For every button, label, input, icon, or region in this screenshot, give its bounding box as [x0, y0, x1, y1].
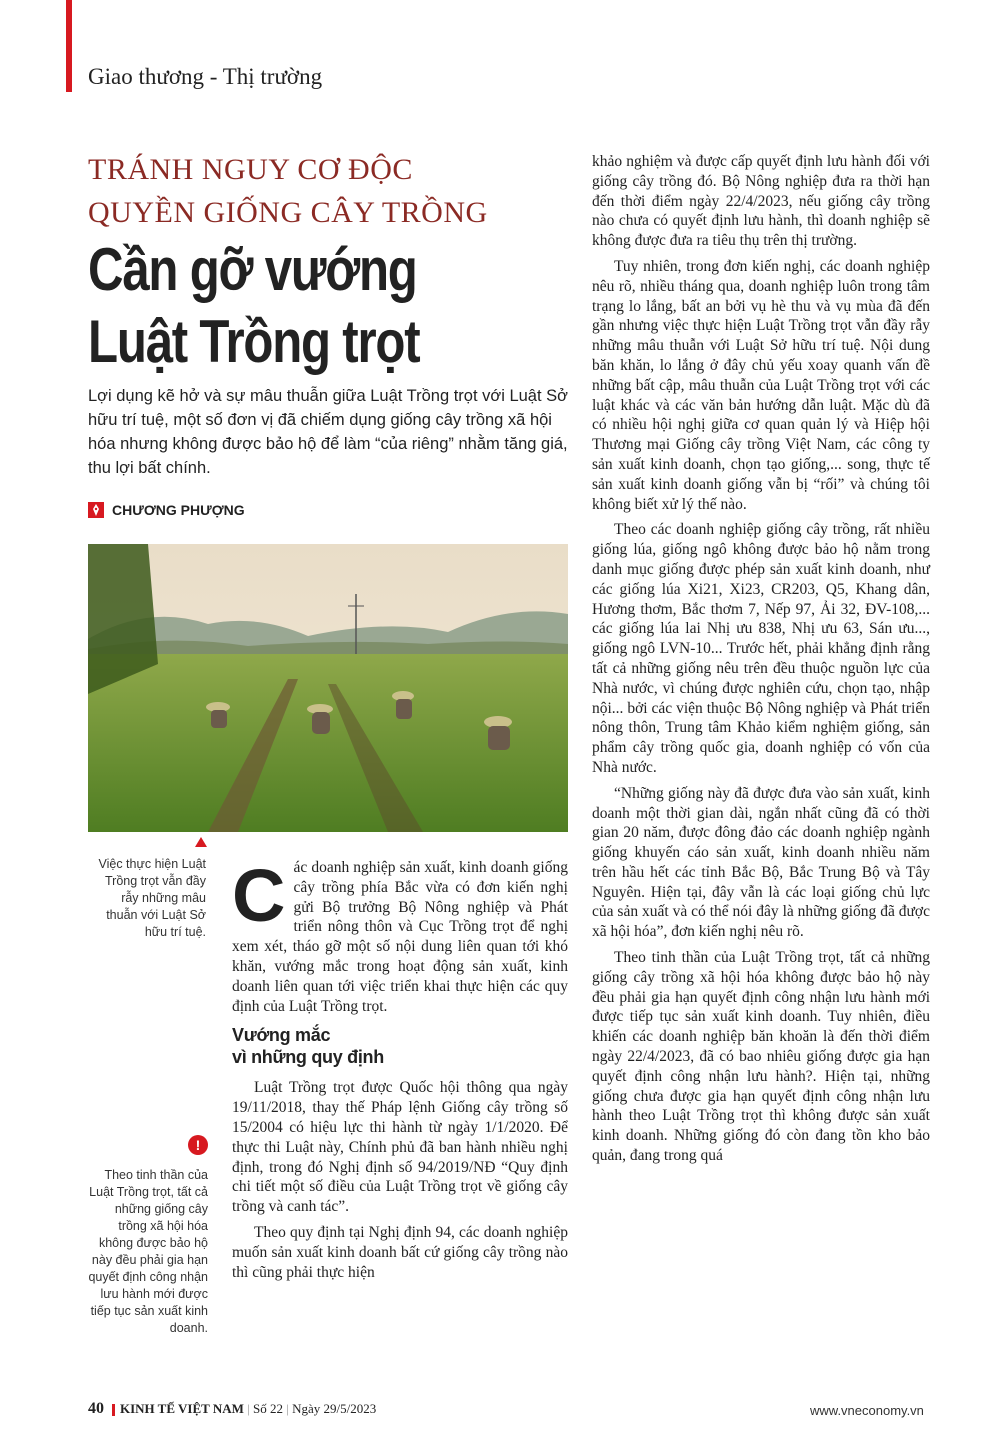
body-paragraph: khảo nghiệm và được cấp quyết định lưu hành đối với giống cây trồng đó. Bộ Nông nghiệp đưa ra thời hạn đến thời điểm ngày 22/4/2023, nếu giống cây trồng nào chưa có quyết định lưu hành, thì doanh nghiệp sẽ không được đưa ra tiêu thụ trên thị trường. — [592, 153, 930, 250]
subheading-line-2: vì những quy định — [232, 1047, 384, 1068]
subheading-line-1: Vướng mắc — [232, 1025, 331, 1046]
footer-publication: KINH TẾ VIỆT NAM | Số 22 | Ngày 29/5/2023 — [120, 1401, 377, 1416]
body-paragraph: Theo quy định tại Nghị định 94, các doanh nghiệp muốn sản xuất kinh doanh bất cứ giống cây trồng nào thì cũng phải thực hiện — [232, 1223, 568, 1281]
photo-caption: Việc thực hiện Luật Trồng trọt vẫn đầy rẫy những mâu thuẫn với Luật Sở hữu trí tuệ. — [98, 857, 206, 939]
drop-cap: C — [232, 854, 286, 937]
article-sapo: Lợi dụng kẽ hở và sự mâu thuẫn giữa Luật Trồng trọt với Luật Sở hữu trí tuệ, một số đơn vị đã chiếm dụng giống cây trồng xã hội hóa nhưng không được bảo hộ để làm “của riêng” nhằm tăng giá, thu lợi bất chính. — [88, 387, 568, 477]
article-column-1 — [232, 854, 568, 1282]
body-paragraph: Luật Trồng trọt được Quốc hội thông qua ngày 19/11/2018, thay thế Pháp lệnh Giống cây trồng số 15/2004 có hiệu lực thi hành từ ngày 1/1/2020. Để thực thi Luật này, Chính phủ đã ban hành nhiều nghị định, trong đó Nghị định số 94/2019/NĐ “Quy định chi tiết một số điều của Luật Trồng trọt về giống cây trồng và canh tác”. — [232, 1079, 568, 1216]
exclamation-icon: ! — [188, 1135, 208, 1155]
article-photo — [88, 544, 568, 832]
pen-icon — [88, 502, 104, 518]
author-name: CHƯƠNG PHƯỢNG — [112, 502, 245, 518]
issue-number: Số 22 — [253, 1401, 283, 1416]
body-paragraph: Theo các doanh nghiệp giống cây trồng, rất nhiều giống lúa, giống ngô không được bảo hộ nằm trong danh mục giống được phép sản xuất kinh doanh, như các giống lúa Xi21, Xi23, CR203, Q5, Khang dân, Hương thơm, Bắc thơm 7, Nếp 97, Ải 32, ĐV-108,... các giống lúa lai Nhị ưu 838, Nhị ưu 63, Sán ưu..., giống ngô LVN-10... Trước hết, phải khẳng định rằng tất cả những giống nêu trên đều thuộc nguồn lực của Nhà nước, vì chúng được nghiên cứu, chọn tạo, nhập nội... bởi các viện thuộc Bộ Nông nghiệp và Phát triển nông thôn, Trung tâm Khảo kiểm nghiệm giống, sản phẩm cây trồng quốc gia, doanh nghiệp có vốn của Nhà nước. — [592, 521, 930, 776]
website-link[interactable]: www.vneconomy.vn — [810, 1403, 924, 1418]
page-number: 40 — [88, 1400, 104, 1417]
body-paragraph: Tuy nhiên, trong đơn kiến nghị, các doanh nghiệp nêu rõ, nhiều tháng qua, doanh nghiệp luôn trong tâm trạng lo lắng, bất an bởi vụ hè thu và vụ mùa đã đến gần nhưng việc thực hiện Luật Trồng trọt vẫn đầy rẫy những mâu thuẫn với Luật Sở hữu trí tuệ. Nội dung băn khăn, lo lắng ở đây chủ yếu xoay quanh vấn đề những bất cập, mâu thuẫn của Luật Trồng trọt với các luật khác và các văn bản hướng dẫn luật. Mặc dù đã có nhiều hội nghị giữa cơ quan quản lý và Hiệp hội Thương mại Giống cây trồng Việt Nam, các công ty sản xuất kinh doanh, chọn tạo giống,... song, thực tế sản xuất kinh doanh giống vẫn bị “rối” và chúng tôi không biết xử lý thế nào. — [592, 257, 930, 513]
body-paragraph: Theo tinh thần của Luật Trồng trọt, tất cả những giống cây trồng xã hội hóa không được bảo hộ này đều phải gia hạn quyết định công nhận lưu hành mới được tiếp tục sản xuất kinh doanh. Tuy nhiên, điều khiến các doanh nghiệp băn khoăn là đến thời điểm ngày 22/4/2023, đã có bao nhiêu giống được gia hạn quyết định công nhận lưu hành?. Hiện tại, những giống chưa được gia hạn quyết định công nhận lưu hành theo Luật Trồng trọt thì không được sản xuất kinh doanh. Những giống đó còn đang tồn kho bảo quản, đang trong quá — [592, 949, 930, 1165]
article-kicker: TRÁNH NGUY CƠ ĐỘC QUYỀN GIỐNG CÂY TRỒNG — [88, 153, 488, 229]
sidebar-quote: Theo tinh thần của Luật Trồng trọt, tất cả những giống cây trồng xã hội hóa không được bảo hộ này đều phải gia hạn quyết định công nhận lưu hành mới được tiếp tục sản xuất kinh doanh. — [88, 1168, 208, 1335]
issue-date: Ngày 29/5/2023 — [292, 1401, 377, 1416]
body-paragraph: “Những giống này đã được đưa vào sản xuất, kinh doanh một thời gian dài, ngắn nhất cũng đã có thời gian 20 năm, được đông đảo các doanh nghiệp ngành giống khuyến cáo sản xuất, kinh doanh nhiều năm trên hầu hết các tỉnh Bắc Bộ, Bắc Trung Bộ và Tây Nguyên. Hiện tại, đây vẫn là các loại giống chủ lực của sản xuất và có thể nói đây là những giống đã được xã hội hóa”, đơn kiến nghị nêu rõ. — [592, 784, 930, 941]
lead-paragraph-text: ác doanh nghiệp sản xuất, kinh doanh giống cây trồng phía Bắc vừa có đơn kiến nghị gửi Bộ trưởng Bộ Nông nghiệp và Phát triển nông thôn và Cục Trồng trọt để nghị xem xét, tháo gỡ một số nội dung liên quan tới khó khăn, vướng mắc trong hoạt động sản xuất, kinh doanh liên quan tới việc triển khai thực hiện các quy định của Luật Trồng trọt. — [232, 859, 568, 1015]
section-accent-bar — [66, 0, 72, 92]
article-headline: Cần gỡ vướng Luật Trồng trọt — [88, 236, 420, 375]
lead-paragraph — [232, 854, 568, 1016]
section-label: Giao thương - Thị trường — [88, 64, 323, 89]
caption-pointer-icon — [195, 837, 207, 847]
article-column-2 — [592, 152, 930, 1166]
footer-accent-bar — [112, 1404, 115, 1416]
magazine-name: KINH TẾ VIỆT NAM — [120, 1401, 244, 1416]
subheading — [232, 1024, 568, 1068]
